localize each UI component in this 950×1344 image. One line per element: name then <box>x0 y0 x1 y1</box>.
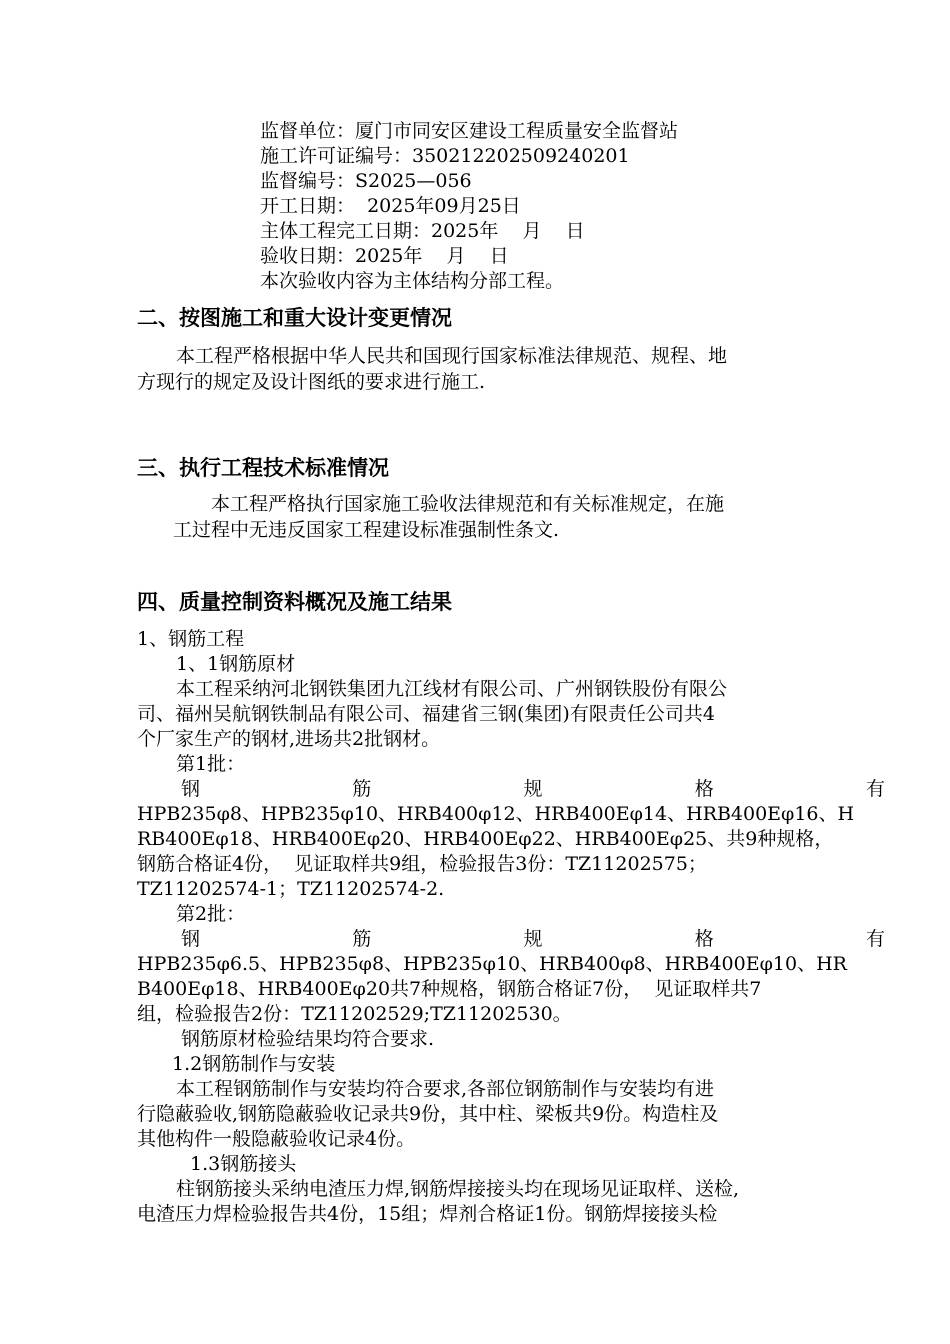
spread-char: 规 <box>523 778 543 800</box>
raw-material-line1: 本工程采纳河北钢铁集团九江线材有限公司、广州钢铁股份有限公 <box>176 678 728 700</box>
batch-2-report-numbers: 组，检验报告2份：TZ11202529;TZ11202530。 <box>137 1003 572 1025</box>
raw-material-line2: 司、福州吴航钢铁制品有限公司、福建省三钢(集团)有限责任公司共4 <box>137 703 715 725</box>
acceptance-date-line: 验收日期：2025年 月 日 <box>260 245 509 267</box>
spread-char: 筋 <box>352 928 372 950</box>
permit-number-line: 施工许可证编号：350212202509240201 <box>260 145 630 167</box>
item-1-3-joints: 1.3钢筋接头 <box>190 1153 297 1175</box>
sec2-paragraph-line1: 本工程严格根据中华人民共和国现行国家标准法律规范、规程、地 <box>176 345 728 367</box>
spread-char: 筋 <box>352 778 372 800</box>
sec2-paragraph-line2: 方现行的规定及设计图纸的要求进行施工. <box>137 371 486 393</box>
batch-1-report-numbers: TZ11202574-1；TZ11202574-2. <box>137 878 445 900</box>
fabrication-line3: 其他构件一般隐蔽验收记录4份。 <box>137 1128 416 1150</box>
spread-char: 有 <box>865 928 885 950</box>
spread-char: 格 <box>694 928 714 950</box>
item-1-2-fabrication: 1.2钢筋制作与安装 <box>172 1053 336 1075</box>
raw-material-result: 钢筋原材检验结果均符合要求. <box>181 1028 435 1050</box>
batch-1-label: 第1批： <box>176 753 246 775</box>
batch-1-specs-line1: HPB235φ8、HPB235φ10、HRB400φ12、HRB400Eφ14、HRB400Eφ16、H <box>137 803 855 825</box>
sec3-paragraph-line2: 工过程中无违反国家工程建设标准强制性条文. <box>173 519 560 541</box>
batch-2-specs-line2: B400Eφ18、HRB400Eφ20共7种规格，钢筋合格证7份， 见证取样共7 <box>137 978 762 1000</box>
section-3-heading: 三、执行工程技术标准情况 <box>137 456 389 480</box>
joints-line1: 柱钢筋接头采纳电渣压力焊,钢筋焊接接头均在现场见证取样、送检, <box>176 1178 740 1200</box>
fabrication-line1: 本工程钢筋制作与安装均符合要求,各部位钢筋制作与安装均有进 <box>176 1078 715 1100</box>
sec3-paragraph-line1: 本工程严格执行国家施工验收法律规范和有关标准规定，在施 <box>211 493 725 515</box>
joints-line2: 电渣压力焊检验报告共4份，15组；焊剂合格证1份。钢筋焊接接头检 <box>137 1203 718 1225</box>
supervisor-unit-line: 监督单位：厦门市同安区建设工程质量安全监督站 <box>260 120 679 142</box>
spread-char: 钢 <box>181 928 201 950</box>
raw-material-line3: 个厂家生产的钢材,进场共2批钢材。 <box>137 728 441 750</box>
batch-2-spread-line <box>181 926 885 952</box>
supervision-number-line: 监督编号：S2025—056 <box>260 170 472 192</box>
start-date-line: 开工日期： 2025年09月25日 <box>260 195 521 217</box>
batch-2-label: 第2批： <box>176 903 246 925</box>
spread-char: 有 <box>865 778 885 800</box>
batch-1-reports-line: 钢筋合格证4份， 见证取样共9组，检验报告3份：TZ11202575； <box>137 853 707 875</box>
main-complete-date-line: 主体工程完工日期：2025年 月 日 <box>260 220 585 242</box>
item-1-rebar-works: 1、钢筋工程 <box>137 628 245 650</box>
item-1-1-raw-material: 1、1钢筋原材 <box>176 653 296 675</box>
section-4-heading: 四、质量控制资料概况及施工结果 <box>137 590 452 614</box>
section-2-heading: 二、按图施工和重大设计变更情况 <box>137 306 452 330</box>
spread-char: 格 <box>694 778 714 800</box>
acceptance-scope-line: 本次验收内容为主体结构分部工程。 <box>260 270 565 292</box>
batch-1-specs-line2: RB400Eφ18、HRB400Eφ20、HRB400Eφ22、HRB400Eφ25、共9种规格， <box>137 828 834 850</box>
batch-2-specs-line1: HPB235φ6.5、HPB235φ8、HPB235φ10、HRB400φ8、HRB400Eφ10、HR <box>137 953 847 975</box>
fabrication-line2: 行隐蔽验收,钢筋隐蔽验收记录共9份，其中柱、梁板共9份。构造柱及 <box>137 1103 719 1125</box>
batch-1-spread-line <box>181 776 885 802</box>
spread-char: 钢 <box>181 778 201 800</box>
spread-char: 规 <box>523 928 543 950</box>
